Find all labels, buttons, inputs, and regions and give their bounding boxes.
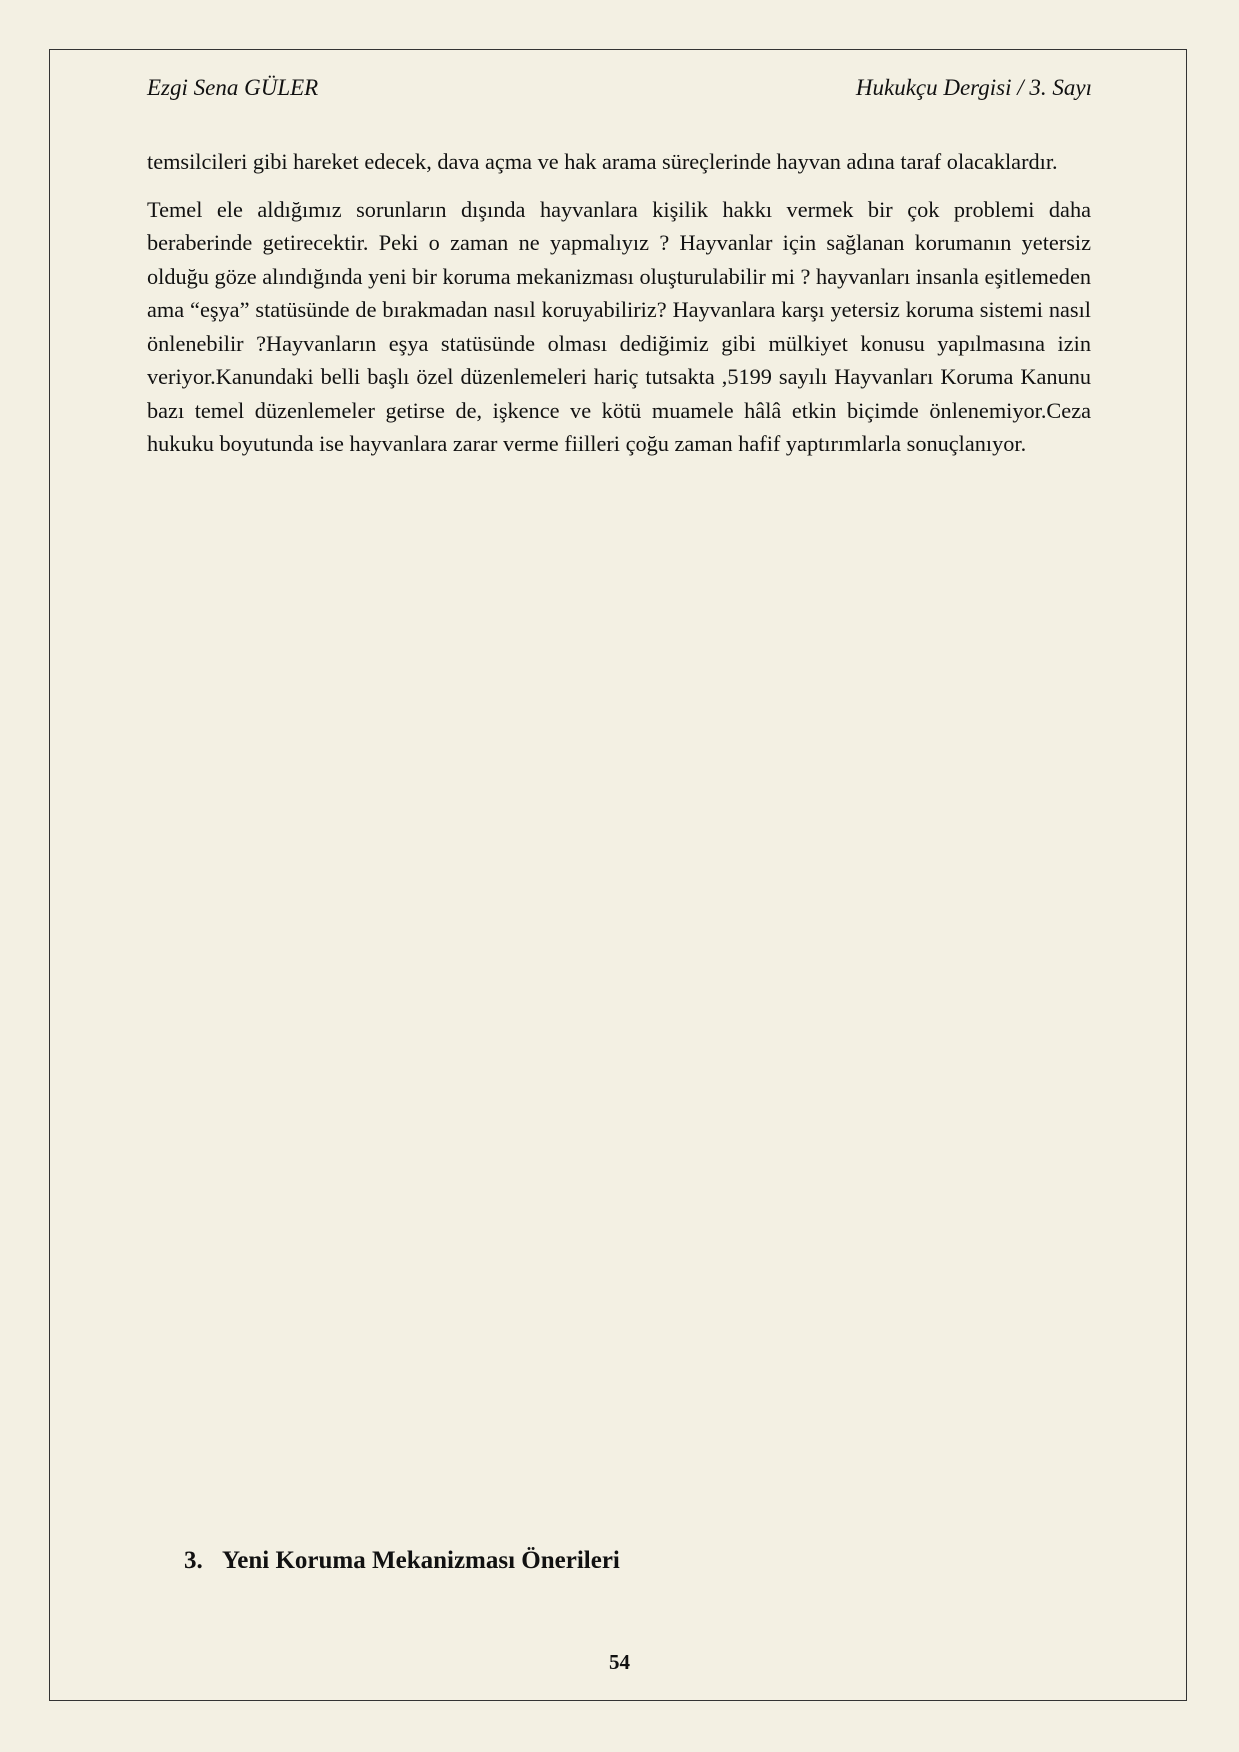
section-number: 3.: [184, 1547, 203, 1574]
body-text: [147, 145, 1091, 475]
header-author: Ezgi Sena GÜLER: [147, 75, 319, 100]
running-header: [147, 72, 1092, 104]
page-number: 54: [609, 1650, 630, 1674]
section-title: Yeni Koruma Mekanizması Önerileri: [222, 1547, 620, 1574]
header-journal: Hukukçu Dergisi / 3. Sayı: [855, 75, 1092, 100]
section-heading: [184, 1543, 620, 1579]
paragraph-main: Temel ele aldığımız sorunların dışında hayvanlara kişilik hakkı vermek bir çok problemi daha beraberinde getirecektir. Peki o zaman ne yapmalıyız ? Hayvanlar için sağlanan korumanın yetersiz olduğu göze alındığında yeni bir koruma mekanizması oluşturulabilir mi ? hayvanları insanla eşitlemeden ama “eşya” statüsünde de bırakmadan nasıl koruyabiliriz? Hayvanlara karşı yetersiz koruma sistemi nasıl önlenebilir ?Hayvanların eşya statüsünde olması dediğimiz gibi mülkiyet konusu yapılmasına izin veriyor.Kanundaki belli başlı özel düzenlemeleri hariç tutsakta ,5199 sayılı Hayvanları Koruma Kanunu bazı temel düzenlemeler getirse de, işkence ve kötü muamele hâlâ etkin biçimde önlenemiyor.Ceza hukuku boyutunda ise hayvanlara zarar verme fiilleri çoğu zaman hafif yaptırımlarla sonuçlanıyor.: [147, 196, 1091, 456]
paragraph-continuation: temsilcileri gibi hareket edecek, dava açma ve hak arama süreçlerinde hayvan adına taraf olacaklardır.: [147, 149, 1058, 174]
